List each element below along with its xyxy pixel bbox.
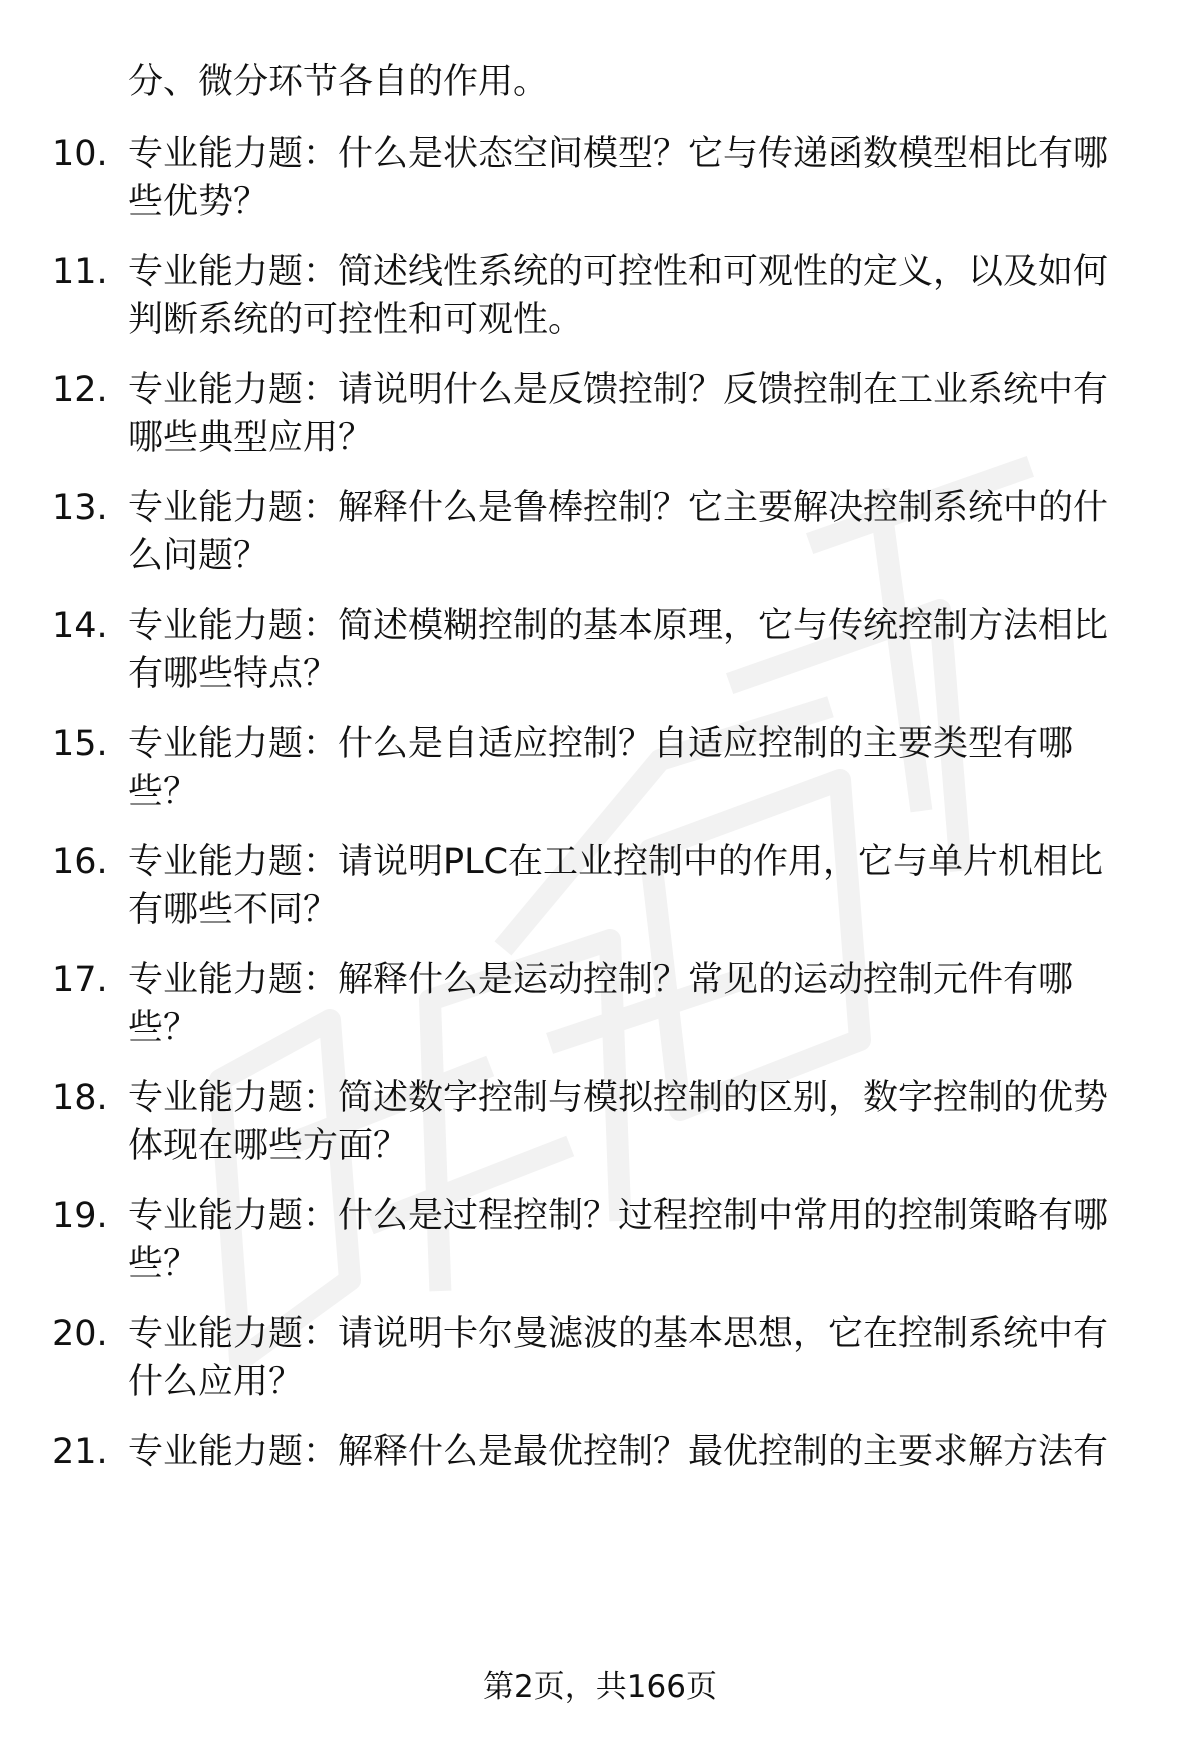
question-text (128, 1428, 1138, 1476)
question-item (0, 248, 1200, 348)
question-text-line: 专业能力题：简述线性系统的可控性和可观性的定义，以及如何 (128, 252, 1109, 292)
question-text-line: 专业能力题：解释什么是最优控制？最优控制的主要求解方法有 (128, 1432, 1109, 1472)
question-text (128, 838, 1138, 934)
question-number: 19. (52, 1196, 108, 1236)
question-text-line: 专业能力题：什么是状态空间模型？它与传递函数模型相比有哪 (128, 134, 1109, 174)
question-item (0, 366, 1200, 466)
question-item (0, 956, 1200, 1056)
question-text-line: 专业能力题：解释什么是运动控制？常见的运动控制元件有哪 (128, 960, 1074, 1000)
question-text (128, 1310, 1138, 1406)
continued-question-text: 分、微分环节各自的作用。 (128, 62, 549, 102)
question-item (0, 130, 1200, 230)
question-number: 17. (52, 960, 108, 1000)
question-number: 12. (52, 370, 108, 410)
question-text (128, 366, 1138, 462)
question-item (0, 1428, 1200, 1528)
question-text (128, 720, 1138, 816)
question-text-line: 专业能力题：请说明什么是反馈控制？反馈控制在工业系统中有 (128, 370, 1109, 410)
question-text-line: 有哪些不同？ (128, 890, 339, 930)
question-text (128, 956, 1138, 1052)
page-footer: 第2页，共166页 (483, 1669, 717, 1705)
question-item (0, 602, 1200, 702)
question-text-line: 专业能力题：请说明卡尔曼滤波的基本思想，它在控制系统中有 (128, 1314, 1109, 1354)
question-text-line: 专业能力题：请说明PLC在工业控制中的作用，它与单片机相比 (128, 842, 1104, 882)
question-text-line: 专业能力题：什么是自适应控制？自适应控制的主要类型有哪 (128, 724, 1074, 764)
question-item (0, 1310, 1200, 1410)
question-text-line: 些？ (128, 1008, 199, 1048)
question-text (128, 484, 1138, 580)
question-text-line: 什么应用？ (128, 1362, 304, 1402)
question-number: 11. (52, 252, 108, 292)
question-text-line: 哪些典型应用？ (128, 418, 374, 458)
question-text-line: 专业能力题：简述模糊控制的基本原理，它与传统控制方法相比 (128, 606, 1109, 646)
question-number: 21. (52, 1432, 108, 1472)
question-text (128, 248, 1138, 344)
question-text-line: 专业能力题：简述数字控制与模拟控制的区别，数字控制的优势 (128, 1078, 1109, 1118)
question-item (0, 484, 1200, 584)
question-text-line: 些优势？ (128, 182, 269, 222)
question-text-line: 些？ (128, 772, 199, 812)
question-item (0, 1074, 1200, 1174)
question-number: 14. (52, 606, 108, 646)
question-number: 16. (52, 842, 108, 882)
question-text-line: 判断系统的可控性和可观性。 (128, 300, 584, 340)
question-text (128, 130, 1138, 226)
question-number: 10. (52, 134, 108, 174)
question-text-line: 专业能力题：解释什么是鲁棒控制？它主要解决控制系统中的什 (128, 488, 1109, 528)
question-number: 13. (52, 488, 108, 528)
question-text-line: 体现在哪些方面？ (128, 1126, 409, 1166)
question-text-line: 么问题？ (128, 536, 269, 576)
question-item (0, 720, 1200, 820)
question-text (128, 1074, 1138, 1170)
question-item (0, 1192, 1200, 1292)
question-text-line: 专业能力题：什么是过程控制？过程控制中常用的控制策略有哪 (128, 1196, 1109, 1236)
question-text (128, 1192, 1138, 1288)
question-text (128, 602, 1138, 698)
question-number: 20. (52, 1314, 108, 1354)
question-number: 15. (52, 724, 108, 764)
question-number: 18. (52, 1078, 108, 1118)
question-text-line: 些？ (128, 1244, 199, 1284)
question-text-line: 有哪些特点？ (128, 654, 339, 694)
question-item (0, 838, 1200, 938)
